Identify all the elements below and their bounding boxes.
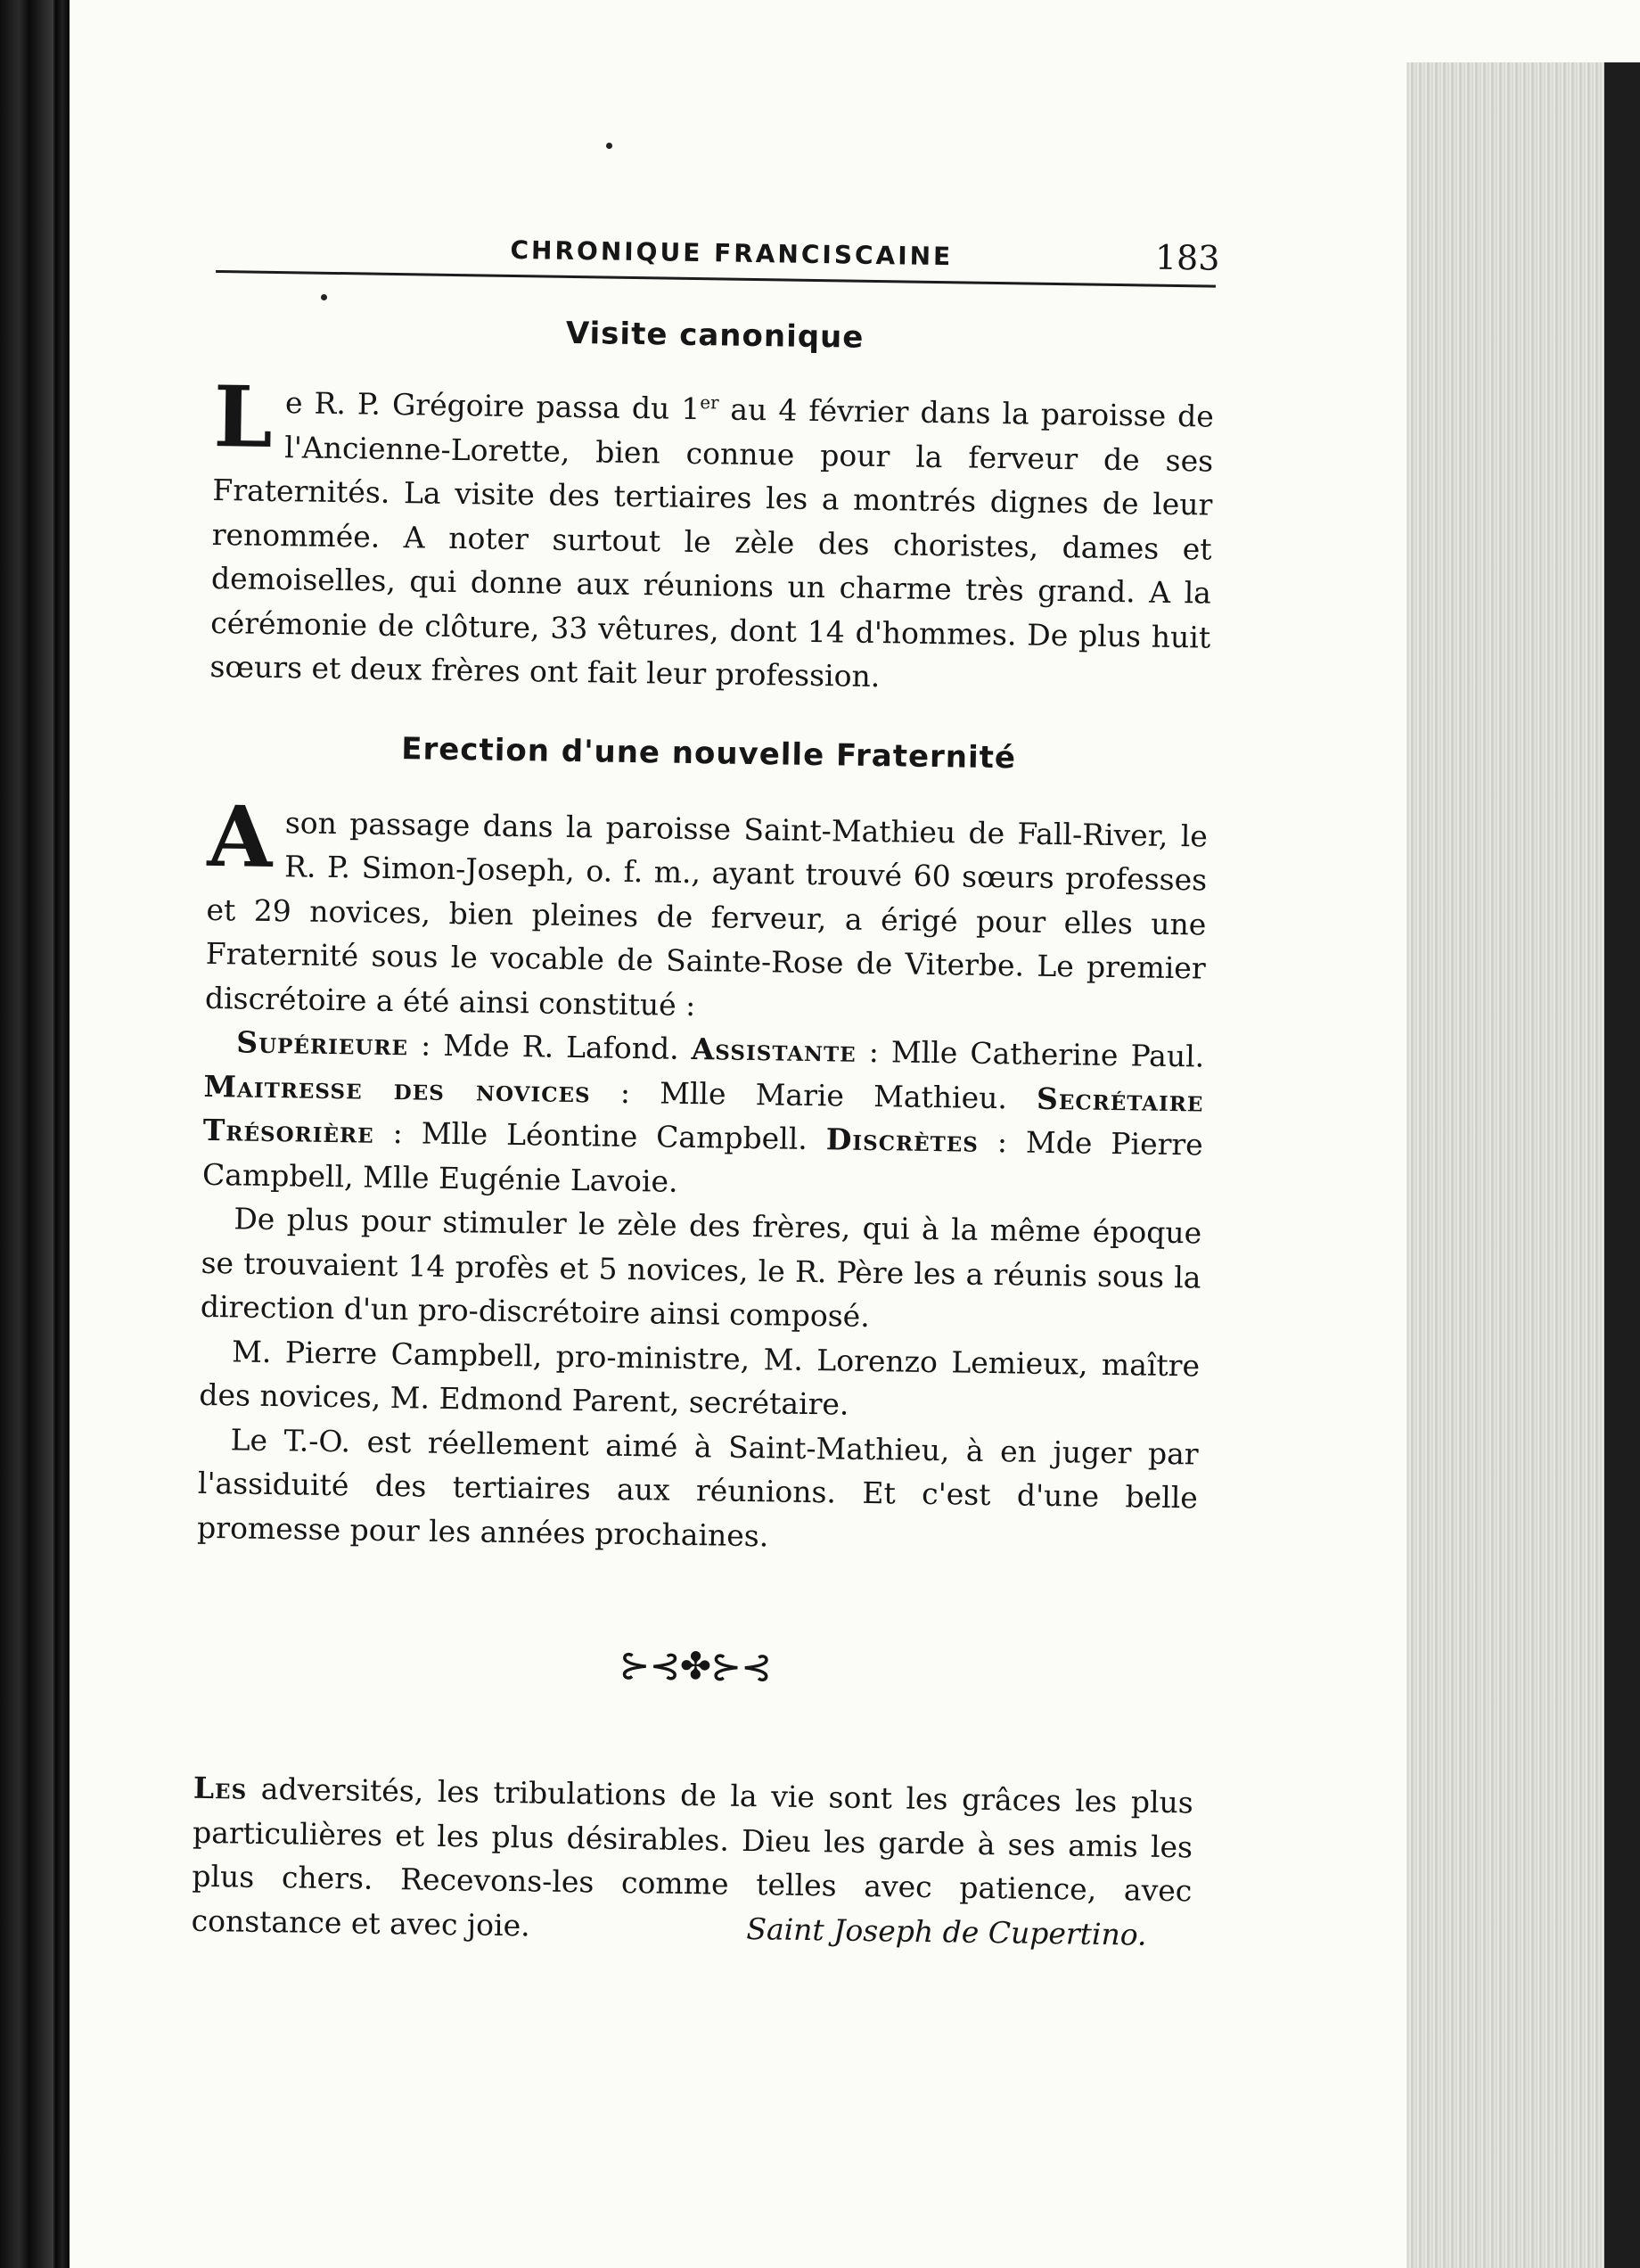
print-speck: [606, 143, 612, 149]
page-content: [191, 218, 1220, 1957]
page-margin-top: [1406, 0, 1640, 62]
paragraph-freres: De plus pour stimuler le zèle des frères, qui à la même époque se trouvaient 14 profès et 5 novices, le R. Père les a réunis sous la direction d'un pro-discrétoire ainsi composé.: [200, 1201, 1202, 1335]
page-stack-edge: [1406, 62, 1604, 2268]
scan-background: [1604, 62, 1640, 2268]
running-title: CHRONIQUE FRANCISCAINE: [510, 234, 954, 272]
section-heading-visite: Visite canonique: [565, 315, 865, 356]
ornament-divider: ⊱⊰✤⊱⊰: [619, 1642, 772, 1689]
paragraph-discretoire: Supérieure : Mde R. Lafond. Assistante : Mlle Catherine Paul. Maitresse des novices : Mlle Marie Mathieu. Secrétaire Trésorière : Mlle Léontine Campbell. Discrètes : Mde Pierre Campbell, Mlle Eugénie Lavoie.: [201, 1024, 1205, 1199]
quote-attribution: Saint Joseph de Cupertino.: [746, 1911, 1147, 1952]
quote-lead: Les: [193, 1770, 248, 1806]
paragraph-erection-intro: A son passage dans la paroisse Saint-Mathieu de Fall-River, le R. P. Simon-Joseph, o. f. m., ayant trouvé 60 sœurs professes et 29 novices, bien pleines de ferveur, a érigé pour elles une Fraternité sous le vocable de Sainte-Rose de Viterbe. Le premier discrétoire a été ainsi constitué :: [204, 787, 1209, 1023]
paragraph-visite: Le R. P. Grégoire passa du 1er au 4 février dans la paroisse de l'Ancienne-Lorette, bien connue pour la ferveur de ses Fraternités. La visite des tertiaires les a montrés dignes de leur renommée. A noter surtout le zèle des choristes, dames et demoiselles, qui donne aux réunions un charme très grand. A la cérémonie de clôture, 33 vêtures, dont 14 d'hommes. De plus huit sœurs et deux frères ont fait leur profession.: [209, 367, 1215, 694]
book-spine: [55, 0, 70, 2268]
book-gutter: [0, 0, 53, 2268]
closing-quote: [191, 1766, 1193, 1958]
page-number: 183: [1154, 237, 1220, 278]
paragraph-conclusion: Le T.-O. est réellement aimé à Saint-Mathieu, à en juger par l'assiduité des tertiaires aux réunions. Et c'est d'une belle promesse pour les années prochaines.: [196, 1421, 1199, 1553]
section-heading-erection: Erection d'une nouvelle Fraternité: [401, 730, 1017, 776]
paragraph-pro-discretoire: M. Pierre Campbell, pro-ministre, M. Lorenzo Lemieux, maître des novices, M. Edmond Parent, secrétaire.: [199, 1333, 1201, 1422]
quote-text: adversités, les tribulations de la vie sont les grâces les plus particulières et les plus désirables. Dieu les garde à ses amis les plus chers. Recevons-les comme telles avec patience, avec constance et avec joie.: [191, 1771, 1194, 1943]
drop-cap: A: [206, 787, 274, 887]
drop-cap: L: [212, 367, 274, 467]
